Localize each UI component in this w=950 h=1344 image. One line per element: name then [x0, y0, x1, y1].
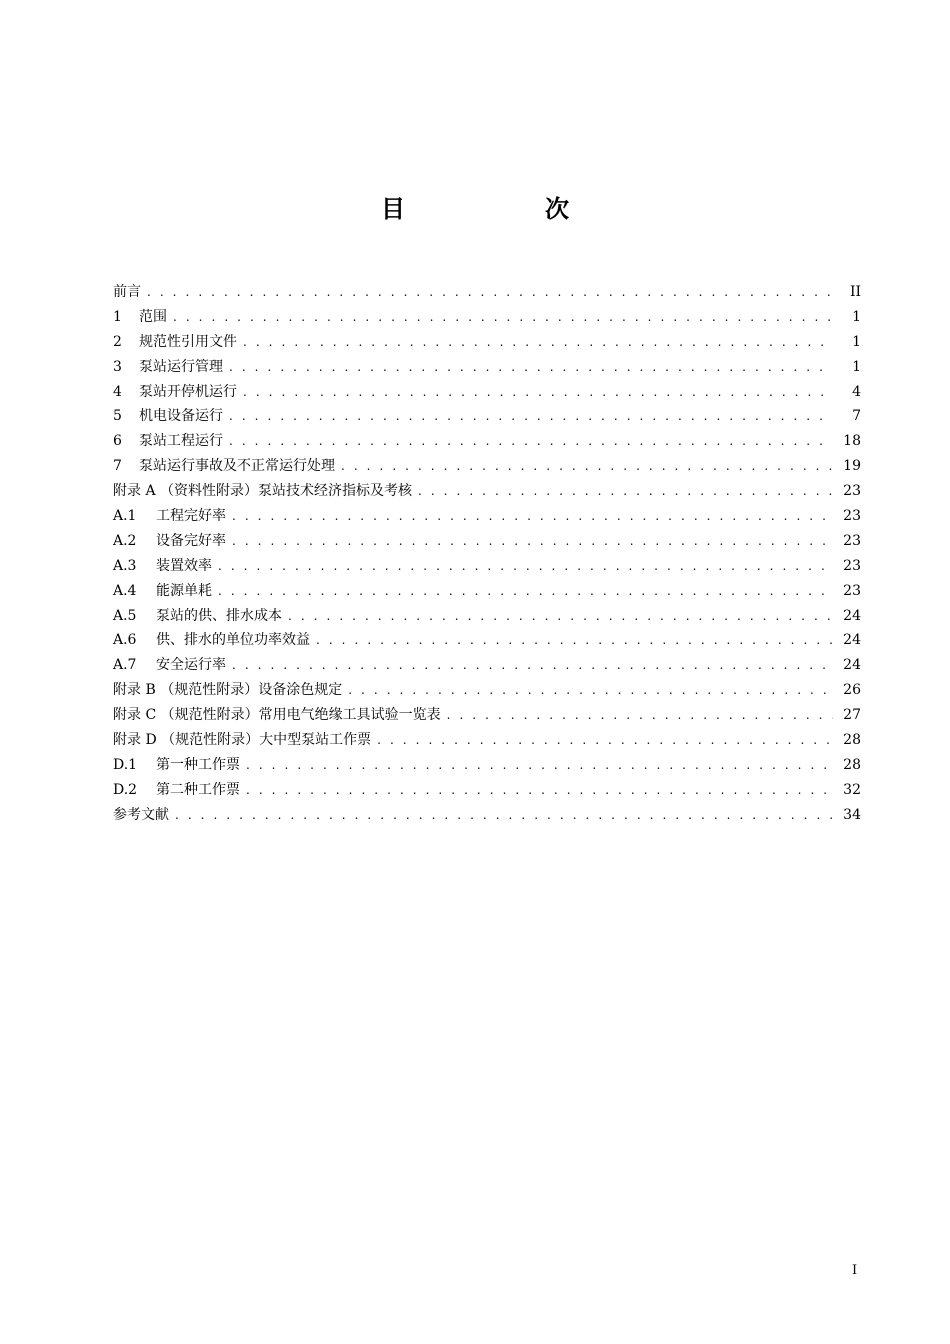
toc-dot-leader: [348, 678, 833, 703]
toc-entry-title: 供、排水的单位功率效益: [156, 632, 310, 649]
toc-entry-page: 1: [852, 333, 861, 350]
toc-entry-number: A.3: [113, 557, 137, 574]
toc-dot-leader: [147, 280, 833, 305]
toc-dot-leader: [229, 429, 833, 454]
toc-entry-page: 27: [843, 707, 861, 724]
page-number: I: [852, 1263, 858, 1278]
toc-entry-title: 第二种工作票: [156, 781, 240, 798]
toc-entry-page: 1: [852, 308, 861, 325]
toc-entry[interactable]: [113, 803, 861, 828]
toc-entry-title: 泵站的供、排水成本: [156, 607, 282, 624]
toc-entry-title: 设备完好率: [156, 532, 226, 549]
toc-entry[interactable]: [113, 454, 861, 479]
toc-entry-page: 24: [843, 657, 861, 674]
toc-dot-leader: [341, 454, 833, 479]
toc-entry-number: 6: [113, 433, 122, 450]
toc-entry-page: 1: [852, 358, 861, 375]
toc-entry[interactable]: [113, 305, 861, 330]
toc-entry[interactable]: [113, 380, 861, 405]
toc-entry-number: D.1: [113, 756, 138, 773]
toc-entry[interactable]: [113, 280, 861, 305]
toc-dot-leader: [246, 778, 833, 803]
toc-entry-title: 泵站开停机运行: [139, 383, 237, 400]
toc-entry-page: 23: [843, 532, 861, 549]
toc-dot-leader: [316, 628, 833, 653]
toc-entry-page: 23: [843, 483, 861, 500]
toc-entry-page: 34: [843, 806, 861, 823]
toc-entry-page: 24: [843, 632, 861, 649]
toc-entry-number: A.6: [113, 632, 137, 649]
toc-entry-page: 28: [843, 732, 861, 749]
toc-dot-leader: [377, 728, 833, 753]
toc-entry[interactable]: [113, 753, 861, 778]
toc-entry[interactable]: [113, 355, 861, 380]
toc-entry-page: 24: [843, 607, 861, 624]
toc-entry[interactable]: [113, 504, 861, 529]
toc-entry[interactable]: [113, 703, 861, 728]
toc-entry-number: A.5: [113, 607, 137, 624]
toc-entry-title: 前言: [113, 284, 141, 300]
toc-entry-page: 23: [843, 557, 861, 574]
toc-dot-leader: [229, 355, 833, 380]
toc-dot-leader: [243, 380, 833, 405]
toc-entry[interactable]: [113, 429, 861, 454]
toc-entry-number: 7: [113, 458, 122, 475]
toc-entry-page: 18: [843, 433, 861, 450]
toc-entry-title: 范围: [139, 308, 167, 325]
toc-entry-title: 参考文献: [113, 806, 169, 823]
toc-entry-page: 26: [843, 682, 861, 699]
toc-dot-leader: [232, 529, 833, 554]
toc-entry-number: 5: [113, 408, 122, 425]
toc-entry-page: 19: [843, 458, 861, 475]
toc-entry-title: 附录 B （规范性附录）设备涂色规定: [113, 682, 343, 699]
toc-entry-number: 2: [113, 333, 122, 350]
toc-entry-number: A.4: [113, 582, 137, 599]
toc-entry-title: 附录 D （规范性附录）大中型泵站工作票: [113, 732, 372, 749]
toc-entry-page: 7: [852, 408, 861, 425]
toc-entry[interactable]: [113, 778, 861, 803]
toc-dot-leader: [243, 330, 833, 355]
toc-entry-number: 3: [113, 358, 122, 375]
toc-entry-page: 23: [843, 508, 861, 525]
toc-entry-number: D.2: [113, 781, 138, 798]
toc-entry-page: II: [849, 284, 861, 300]
toc-entry[interactable]: [113, 628, 861, 653]
toc-dot-leader: [218, 554, 833, 579]
toc-entry[interactable]: [113, 653, 861, 678]
toc-entry-title: 第一种工作票: [156, 756, 240, 773]
toc-dot-leader: [232, 504, 833, 529]
toc-entry[interactable]: [113, 404, 861, 429]
toc-entry-page: 32: [843, 781, 861, 798]
toc-dot-leader: [447, 703, 833, 728]
toc-entry-number: 4: [113, 383, 122, 400]
toc-entry[interactable]: [113, 678, 861, 703]
toc-entry[interactable]: [113, 554, 861, 579]
toc-entry[interactable]: [113, 604, 861, 629]
toc-entry-title: 附录 A （资料性附录）泵站技术经济指标及考核: [113, 483, 413, 500]
toc-entry-title: 规范性引用文件: [139, 333, 237, 350]
toc-dot-leader: [418, 479, 833, 504]
toc-entry-title: 泵站运行事故及不正常运行处理: [139, 458, 335, 475]
toc-dot-leader: [175, 803, 833, 828]
toc-entry-title: 泵站运行管理: [139, 358, 223, 375]
toc-dot-leader: [218, 579, 833, 604]
toc-dot-leader: [246, 753, 833, 778]
toc-dot-leader: [232, 653, 833, 678]
toc-entry-title: 装置效率: [156, 557, 212, 574]
toc-entry-title: 工程完好率: [156, 508, 226, 525]
table-of-contents: [113, 280, 861, 828]
toc-entry[interactable]: [113, 479, 861, 504]
toc-entry-title: 附录 C （规范性附录）常用电气绝缘工具试验一览表: [113, 707, 441, 724]
toc-entry-title: 能源单耗: [156, 582, 212, 599]
toc-entry[interactable]: [113, 330, 861, 355]
toc-entry-page: 23: [843, 582, 861, 599]
toc-entry-page: 4: [852, 383, 861, 400]
toc-entry-page: 28: [843, 756, 861, 773]
toc-entry-number: A.7: [113, 657, 137, 674]
toc-entry-number: A.1: [113, 508, 137, 525]
toc-entry-number: 1: [113, 308, 122, 325]
toc-entry-title: 机电设备运行: [139, 408, 223, 425]
toc-entry[interactable]: [113, 579, 861, 604]
toc-entry-title: 泵站工程运行: [139, 433, 223, 450]
page-title: 目 次: [381, 195, 627, 223]
toc-dot-leader: [229, 404, 833, 429]
toc-entry-number: A.2: [113, 532, 137, 549]
toc-dot-leader: [173, 305, 833, 330]
toc-dot-leader: [288, 604, 833, 629]
toc-entry[interactable]: [113, 728, 861, 753]
toc-entry-title: 安全运行率: [156, 657, 226, 674]
toc-entry[interactable]: [113, 529, 861, 554]
